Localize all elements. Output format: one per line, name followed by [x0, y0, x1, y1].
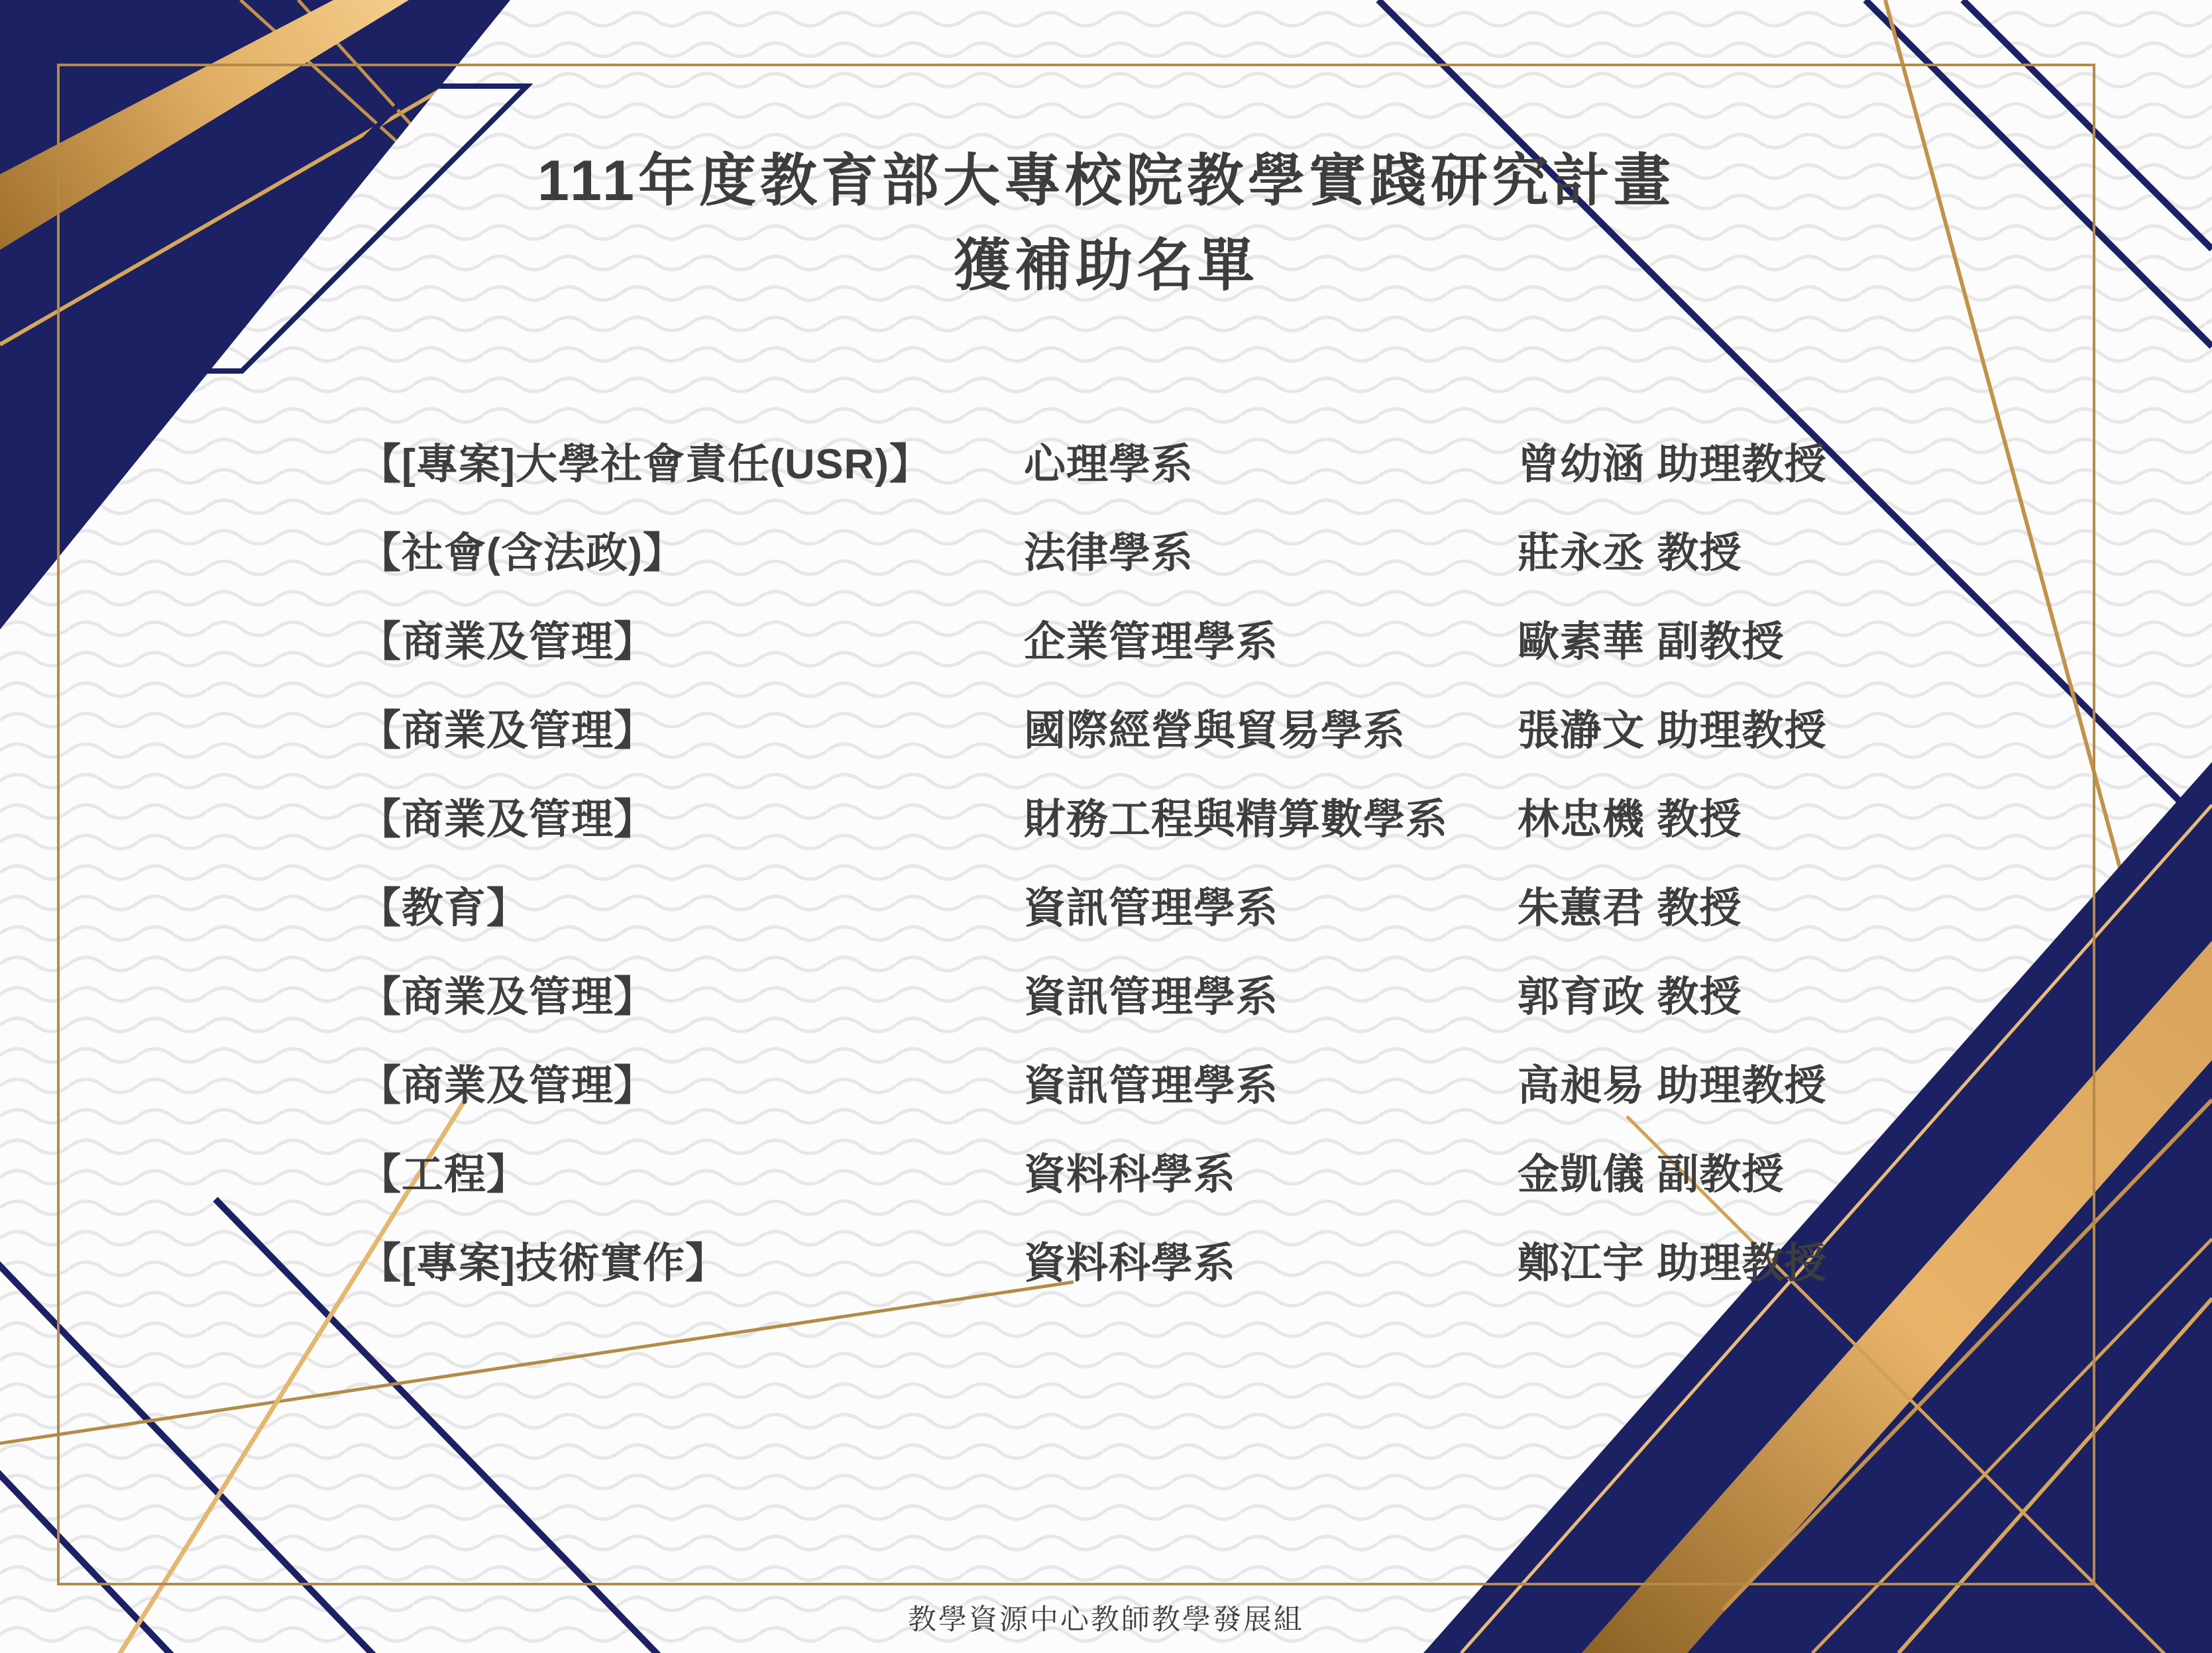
- table-row: [0, 709, 2212, 798]
- cell-awardee: 鄭江宇 助理教授: [1518, 1240, 1827, 1287]
- cell-department: 資訊管理學系: [1024, 974, 1278, 1020]
- page-title-line1: 111年度教育部大專校院教學實踐研究計畫: [537, 149, 1675, 213]
- cell-awardee: 金凱儀 副教授: [1518, 1151, 1785, 1198]
- cell-category: 【教育】: [359, 885, 529, 932]
- page-title-line2: 獲補助名單: [954, 234, 1258, 297]
- cell-department: 資料科學系: [1024, 1240, 1236, 1287]
- award-table: [0, 443, 2212, 1330]
- cell-awardee: 莊永丞 教授: [1518, 530, 1742, 576]
- cell-awardee: 朱蕙君 教授: [1518, 885, 1742, 932]
- cell-category: 【商業及管理】: [359, 796, 656, 843]
- cell-department: 資料科學系: [1024, 1151, 1236, 1198]
- table-row: [0, 1153, 2212, 1242]
- table-row: [0, 1242, 2212, 1330]
- cell-department: 國際經營與貿易學系: [1024, 708, 1406, 754]
- table-row: [0, 886, 2212, 975]
- cell-awardee: 高昶易 助理教授: [1518, 1063, 1827, 1109]
- cell-awardee: 歐素華 副教授: [1518, 619, 1785, 665]
- table-row: [0, 620, 2212, 709]
- cell-department: 企業管理學系: [1024, 619, 1278, 665]
- cell-category: 【商業及管理】: [359, 708, 656, 754]
- cell-awardee: 林忠機 教授: [1518, 796, 1742, 843]
- cell-department: 資訊管理學系: [1024, 1063, 1278, 1109]
- table-row: [0, 531, 2212, 620]
- cell-department: 財務工程與精算數學系: [1024, 796, 1448, 843]
- table-row: [0, 443, 2212, 531]
- table-row: [0, 798, 2212, 886]
- cell-department: 心理學系: [1024, 441, 1193, 488]
- cell-awardee: 張瀞文 助理教授: [1518, 708, 1827, 754]
- cell-category: 【商業及管理】: [359, 1063, 656, 1109]
- cell-awardee: 曾幼涵 助理教授: [1518, 441, 1827, 488]
- table-row: [0, 1064, 2212, 1153]
- cell-category: 【工程】: [359, 1151, 529, 1198]
- table-row: [0, 975, 2212, 1064]
- cell-department: 資訊管理學系: [1024, 885, 1278, 932]
- cell-awardee: 郭育政 教授: [1518, 974, 1742, 1020]
- cell-category: 【社會(含法政)】: [359, 530, 685, 576]
- cell-category: 【商業及管理】: [359, 974, 656, 1020]
- footer-text: 教學資源中心教師教學發展組: [908, 1604, 1304, 1636]
- cell-category: 【商業及管理】: [359, 619, 656, 665]
- cell-department: 法律學系: [1024, 530, 1193, 576]
- cell-category: 【[專案]技術實作】: [359, 1240, 728, 1287]
- cell-category: 【[專案]大學社會責任(USR)】: [359, 441, 932, 488]
